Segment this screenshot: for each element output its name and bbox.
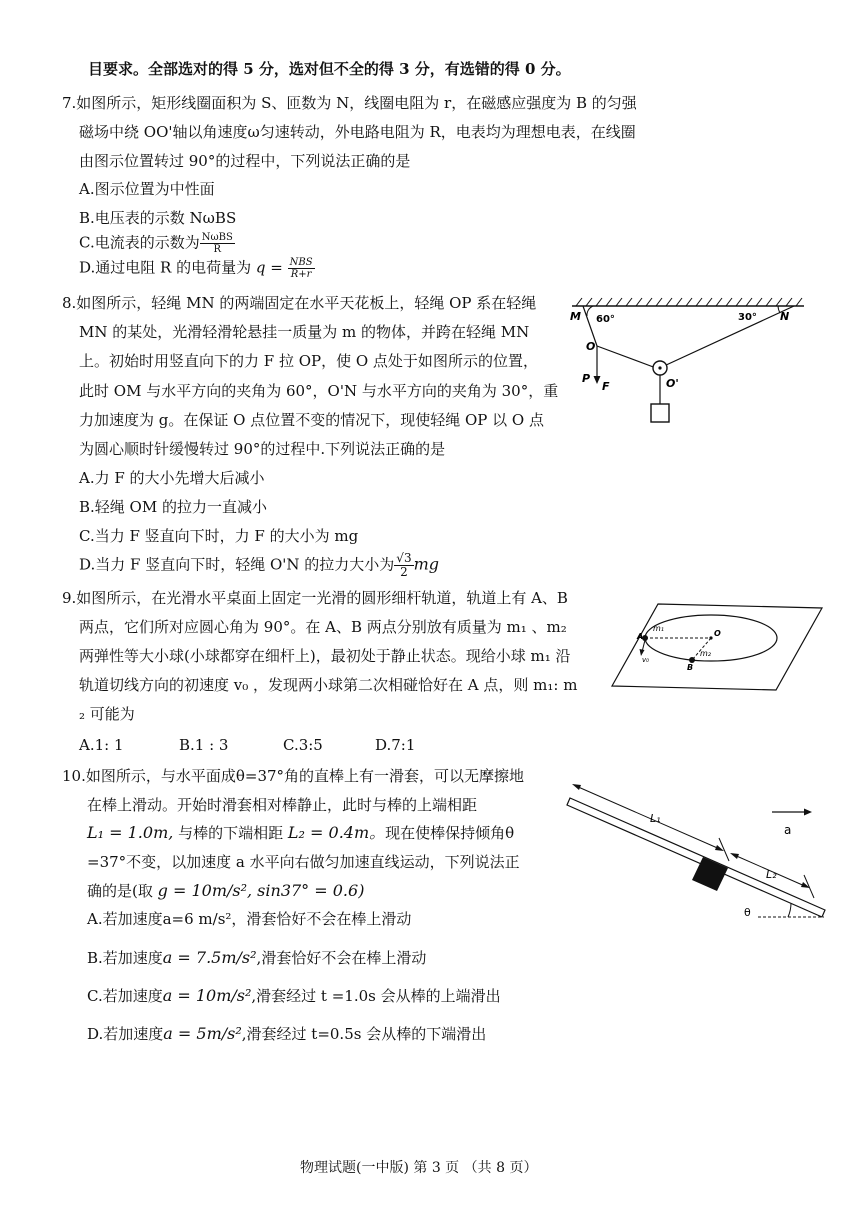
q9-line-5: ₂ 可能为 <box>79 705 135 723</box>
q10-option-b-value: a = 7.5m/s² <box>162 948 257 967</box>
q8-label-m: M <box>570 310 581 323</box>
q8-line-3: 上。初始时用竖直向下的力 F 拉 OP，使 O 点处于如图所示的位置， <box>79 352 538 370</box>
q9-line-4: 轨道切线方向的初速度 v₀ ，发现两小球第二次相碰恰好在 A 点，则 m₁: m <box>79 676 578 694</box>
q8-option-d-fraction <box>394 552 413 579</box>
q9-option-c: C.3:5 <box>283 736 323 754</box>
q10-line-5 <box>87 883 364 899</box>
q8-option-d-text: D.当力 F 竖直向下时，轻绳 O'N 的拉力大小为 <box>79 555 395 574</box>
q9-option-d: D.7:1 <box>375 736 416 754</box>
q8-line-1: 8.如图所示，轻绳 MN 的两端固定在水平天花板上，轻绳 OP 系在轻绳 <box>62 294 537 312</box>
q7-line-2: 磁场中绕 OO'轴以角速度ω匀速转动，外电路电阻为 R，电表均为理想电表，在线圈 <box>79 123 636 141</box>
q8-label-o-prime: O' <box>666 377 679 390</box>
q7-option-d-text: D.通过电阻 R 的电荷量为 <box>79 258 252 277</box>
q8-rope-pulley-figure <box>566 294 808 434</box>
q7-option-c-numerator: NωBS <box>201 232 233 243</box>
q10-label-a: a <box>784 823 792 837</box>
q10-option-b-tail: ,滑套恰好不会在棒上滑动 <box>256 949 427 967</box>
q10-line-5-text: 确的是(取 <box>87 882 153 900</box>
q10-option-c-text: C.若加速度 <box>87 987 163 1005</box>
q10-option-d <box>87 1026 486 1042</box>
q8-line-6: 为圆心顺时针缓慢转过 90°的过程中.下列说法正确的是 <box>79 440 446 458</box>
q7-option-d-numerator: NBS <box>289 257 313 268</box>
q10-option-d-tail: ,滑套经过 t=0.5s 会从棒的下端滑出 <box>241 1025 487 1043</box>
q9-option-a: A.1: 1 <box>79 736 124 754</box>
q9-label-v0: v₀ <box>642 656 649 664</box>
q9-circular-track-figure <box>608 598 826 694</box>
q7-option-c-fraction <box>200 232 235 255</box>
q8-option-d <box>79 552 439 579</box>
q8-label-f: F <box>602 380 610 393</box>
q10-line-3-text: 与棒的下端相距 <box>178 824 284 842</box>
q8-label-p: P <box>582 372 591 385</box>
q10-option-d-value: a = 5m/s² <box>163 1024 242 1043</box>
q8-option-c: C.当力 F 竖直向下时，力 F 的大小为 mg <box>79 527 359 545</box>
q10-l1-value: L₁ = 1.0m, <box>87 823 174 842</box>
q7-option-c <box>79 232 235 255</box>
q10-label-l1: L₁ <box>650 812 661 825</box>
q8-line-2: MN 的某处，光滑轻滑轮悬挂一质量为 m 的物体，并跨在轻绳 MN <box>79 323 530 341</box>
q10-option-c-tail: ,滑套经过 t =1.0s 会从棒的上端滑出 <box>251 987 501 1005</box>
q10-line-1: 10.如图所示，与水平面成θ=37°角的直棒上有一滑套，可以无摩擦地 <box>62 767 525 785</box>
q7-option-c-text: C.电流表的示数为 <box>79 233 200 252</box>
q7-option-d-fraction <box>288 257 315 280</box>
q8-label-o: O <box>586 340 596 353</box>
q7-option-b: B.电压表的示数 NωBS <box>79 209 237 227</box>
q7-line-1: 7.如图所示，矩形线圈面积为 S、匝数为 N，线圈电阻为 r，在磁感应强度为 B 的匀强 <box>62 94 637 112</box>
q8-line-5: 力加速度为 g。在保证 O 点位置不变的情况下，现使轻绳 OP 以 O 点 <box>79 411 544 429</box>
scoring-note: 目要求。全部选对的得 5 分，选对但不全的得 3 分，有选错的得 0 分。 <box>88 60 571 78</box>
q7-option-d-symbol: q = <box>255 258 283 277</box>
q9-line-3: 两弹性等大小球(小球都穿在细杆上)，最初处于静止状态。现给小球 m₁ 沿 <box>79 647 571 665</box>
q10-line-4: =37°不变，以加速度 a 水平向右做匀加速直线运动，下列说法正 <box>87 853 520 871</box>
q8-option-d-denominator: 2 <box>400 565 408 580</box>
q8-line-4: 此时 OM 与水平方向的夹角为 60°，O'N 与水平方向的夹角为 30°，重 <box>79 382 559 400</box>
q10-l2-value: L₂ = 0.4m。 <box>287 823 386 842</box>
page-footer: 物理试题(一中版) 第 3 页 （共 8 页） <box>300 1160 538 1176</box>
q10-option-a: A.若加速度a=6 m/s²，滑套恰好不会在棒上滑动 <box>87 910 412 928</box>
q9-line-1: 9.如图所示，在光滑水平桌面上固定一光滑的圆形细杆轨道，轨道上有 A、B <box>62 589 568 607</box>
q9-line-2: 两点，它们所对应圆心角为 90°。在 A、B 两点分别放有质量为 m₁ 、m₂ <box>79 618 567 636</box>
q8-label-n: N <box>780 310 790 323</box>
q10-option-c <box>87 988 501 1004</box>
q9-label-m1: m₁ <box>653 624 664 633</box>
q7-option-d-denominator: R+r <box>290 269 312 280</box>
q8-option-d-tail: mg <box>413 554 439 574</box>
q8-label-angle-60: 60° <box>596 314 615 325</box>
q10-line-3 <box>87 825 514 841</box>
q9-label-o: O <box>714 629 721 638</box>
q8-option-d-numerator: √3 <box>396 551 412 565</box>
q8-option-b: B.轻绳 OM 的拉力一直减小 <box>79 498 267 516</box>
q7-option-a: A.图示位置为中性面 <box>79 180 215 198</box>
q10-label-l2: L₂ <box>766 868 777 881</box>
q10-constants: g = 10m/s², sin37° = 0.6) <box>157 881 365 900</box>
q10-line-2: 在棒上滑动。开始时滑套相对棒静止，此时与棒的上端相距 <box>87 796 478 814</box>
q9-label-b: B <box>687 663 694 672</box>
q9-option-b: B.1 : 3 <box>179 736 229 754</box>
q10-label-theta: θ <box>744 906 751 919</box>
q10-option-b <box>87 950 426 966</box>
q8-label-angle-30: 30° <box>738 312 757 323</box>
q9-label-a: A <box>637 632 644 641</box>
q10-option-b-text: B.若加速度 <box>87 949 163 967</box>
q9-label-m2: m₂ <box>700 649 711 658</box>
q10-inclined-rod-figure <box>562 770 846 926</box>
q10-line-3-tail: 现在使棒保持倾角θ <box>385 824 515 842</box>
q8-option-a: A.力 F 的大小先增大后减小 <box>79 469 265 487</box>
q10-option-d-text: D.若加速度 <box>87 1025 164 1043</box>
q10-option-c-value: a = 10m/s² <box>162 986 252 1005</box>
q7-option-c-denominator: R <box>213 244 222 255</box>
q7-option-d <box>79 257 315 280</box>
q7-line-3: 由图示位置转过 90°的过程中，下列说法正确的是 <box>79 152 411 170</box>
